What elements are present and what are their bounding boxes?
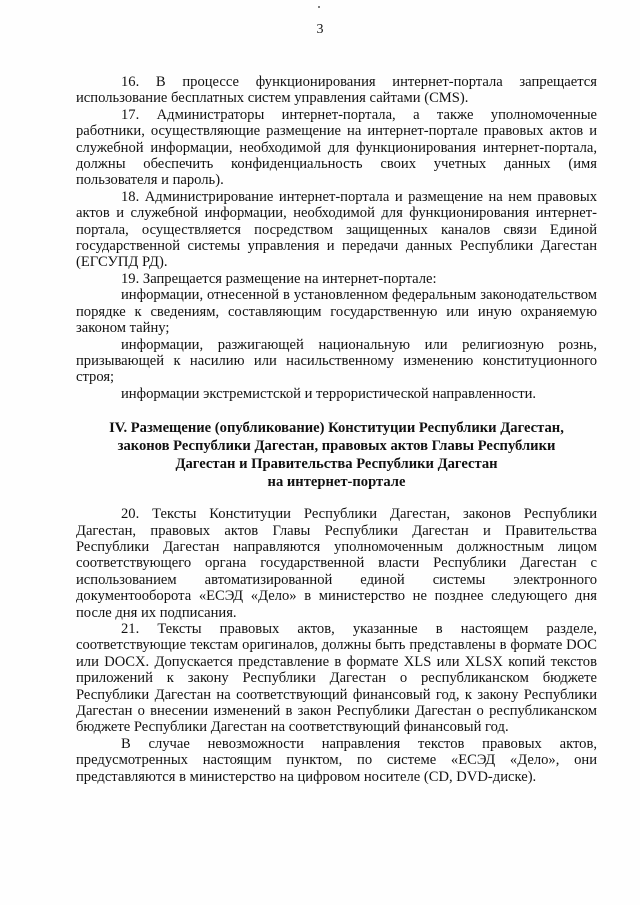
- paragraph-21: 21. Тексты правовых актов, указанные в настоящем разделе, соответствующие текстам оригиналов, должны быть представлены в формате DOC или DOCX. Допускается представление в формате XLS или XLSX копий текстов приложений к закону Республики Дагестан о республиканском бюджете Республики Дагестан на соответствующий финансовый год, к закону Республики Дагестан о внесении изменений в закон Республики Дагестан о республиканском бюджете Республики Дагестан на соответствующий финансовый год.: [76, 620, 597, 736]
- section-heading-line-2: законов Республики Дагестан, правовых актов Главы Республики: [117, 438, 556, 455]
- document-body: [76, 74, 597, 785]
- paragraph-21-note: В случае невозможности направления текстов правовых актов, предусмотренных настоящим пунктом, по системе «ЕСЭД «Дело», они представляются в министерство на цифровом носителе (CD, DVD-диске).: [76, 735, 597, 785]
- paragraph-20: 20. Тексты Конституции Республики Дагестан, законов Республики Дагестан, правовых актов Главы Республики Дагестан и Правительства Республики Дагестан направляются уполномоченным должностным лицом соответствующего органа государственной власти Республики Дагестан с использованием автоматизированной единой системы электронного документооборота «ЕСЭД «Дело» в министерство не позднее следующего дня после дня их подписания.: [76, 506, 597, 621]
- section-heading-line-3: Дагестан и Правительства Республики Дагестан: [175, 456, 498, 473]
- section-heading: [76, 419, 597, 491]
- paragraph-19: 19. Запрещается размещение на интернет-портале:: [121, 270, 437, 287]
- list-item-incitement: информации, разжигающей национальную или религиозную рознь, призывающей к насилию или насильственному изменению конституционного строя;: [76, 336, 597, 386]
- page-number: 3: [316, 22, 324, 37]
- paragraph-17: 17. Администраторы интернет-портала, а также уполномоченные работники, осуществляющие размещение на интернет-портале правовых актов и служебной информации, необходимой для функционирования интернет-портала, должны обеспечить конфиденциальность своих учетных данных (имя пользователя и пароль).: [76, 106, 597, 189]
- scan-dot-mark: [318, 6, 320, 8]
- paragraph-18: 18. Администрирование интернет-портала и размещение на нем правовых актов и служебной информации, необходимой для функционирования интернет-портала, осуществляется посредством защищенных каналов связи Единой государственной системы управления и передачи данных Республики Дагестан (ЕГСУПД РД).: [76, 188, 597, 271]
- section-heading-line-1: IV. Размещение (опубликование) Конституции Республики Дагестан,: [109, 420, 564, 437]
- list-item-extremism: информации экстремистской и террористической направленности.: [121, 385, 537, 402]
- section-heading-line-4: на интернет-портале: [267, 474, 406, 491]
- paragraph-16: 16. В процессе функционирования интернет-портала запрещается использование бесплатных систем управления сайтами (CMS).: [76, 74, 597, 107]
- list-item-state-secret: информации, отнесенной в установленном федеральным законодательством порядке к сведениям, составляющим государственную или иную охраняемую законом тайну;: [76, 287, 597, 337]
